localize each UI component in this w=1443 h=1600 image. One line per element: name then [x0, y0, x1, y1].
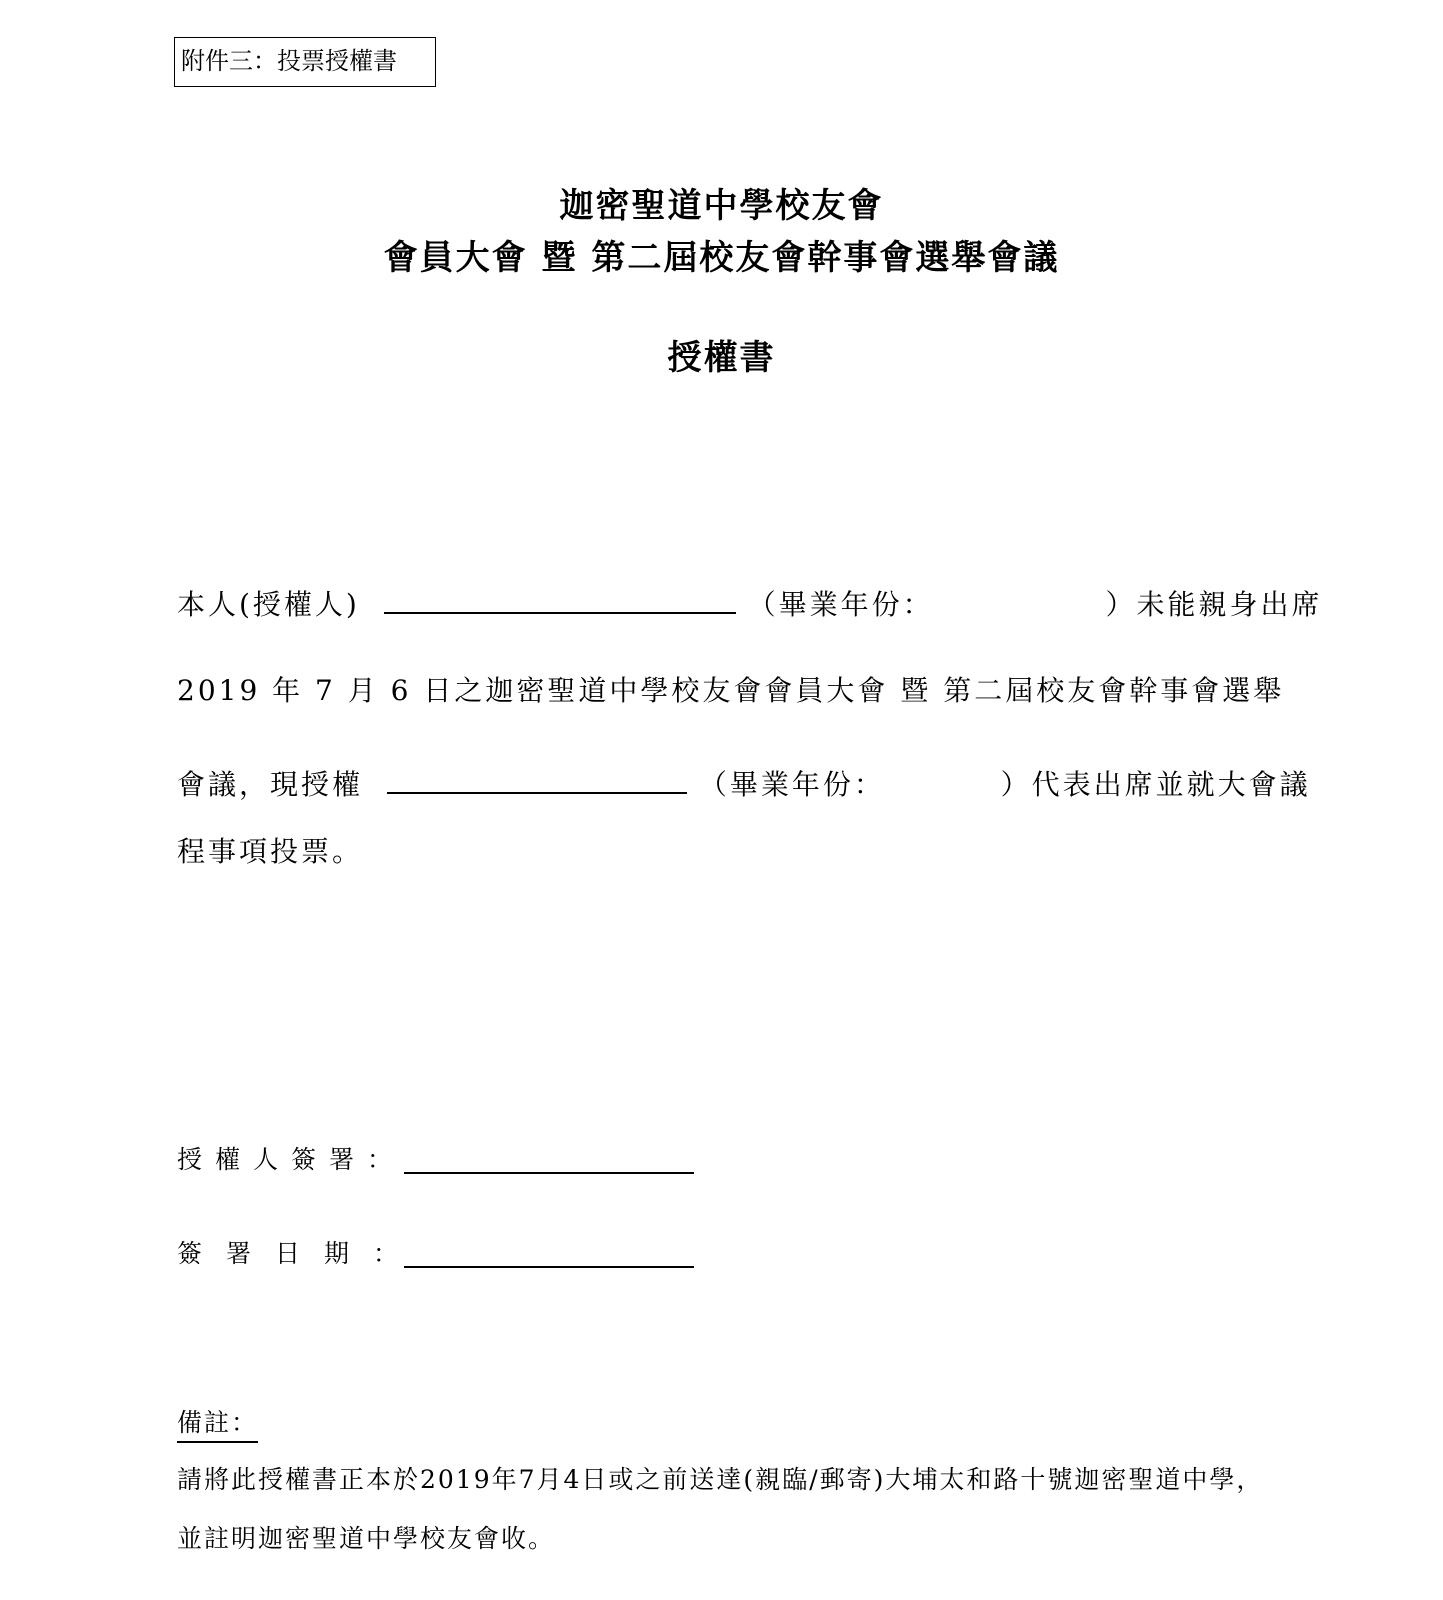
date-label: 簽署日期： — [177, 1239, 423, 1268]
body-line-3 — [177, 762, 1311, 802]
signature-blank[interactable] — [404, 1172, 694, 1174]
annex-label: 附件三：投票授權書 — [174, 37, 436, 87]
remarks-line-2: 並註明迦密聖道中學校友會收。 — [177, 1524, 556, 1553]
meeting-title: 會員大會 暨 第二屆校友會幹事會選舉會議 — [383, 238, 1060, 278]
grad-year-label-2: （畢業年份： — [698, 768, 885, 801]
grantor-name-blank[interactable] — [384, 582, 736, 614]
grad-year-label-1: （畢業年份： — [747, 588, 934, 621]
body-line-1 — [177, 582, 1323, 622]
org-title: 迦密聖道中學校友會 — [559, 186, 884, 226]
body-line-2: 2019 年 7 月 6 日之迦密聖道中學校友會會員大會 暨 第二屆校友會幹事會選舉 — [177, 674, 1285, 707]
remarks-heading: 備註： — [177, 1405, 258, 1443]
body-line-4: 程事項投票。 — [177, 835, 364, 868]
date-blank[interactable] — [404, 1266, 694, 1268]
proxy-name-blank[interactable] — [387, 762, 687, 794]
unable-attend-text: ）未能親身出席 — [1105, 588, 1323, 621]
authorize-label: 會議，現授權 — [177, 768, 364, 801]
remarks-line-1: 請將此授權書正本於2019年7月4日或之前送達(親臨/郵寄)大埔太和路十號迦密聖道中學， — [177, 1465, 1264, 1494]
grantor-label: 本人(授權人) — [177, 588, 360, 621]
document-title: 授權書 — [667, 338, 776, 378]
represent-text: ）代表出席並就大會議 — [1000, 768, 1311, 801]
signer-label: 授權人簽署： — [177, 1145, 406, 1174]
